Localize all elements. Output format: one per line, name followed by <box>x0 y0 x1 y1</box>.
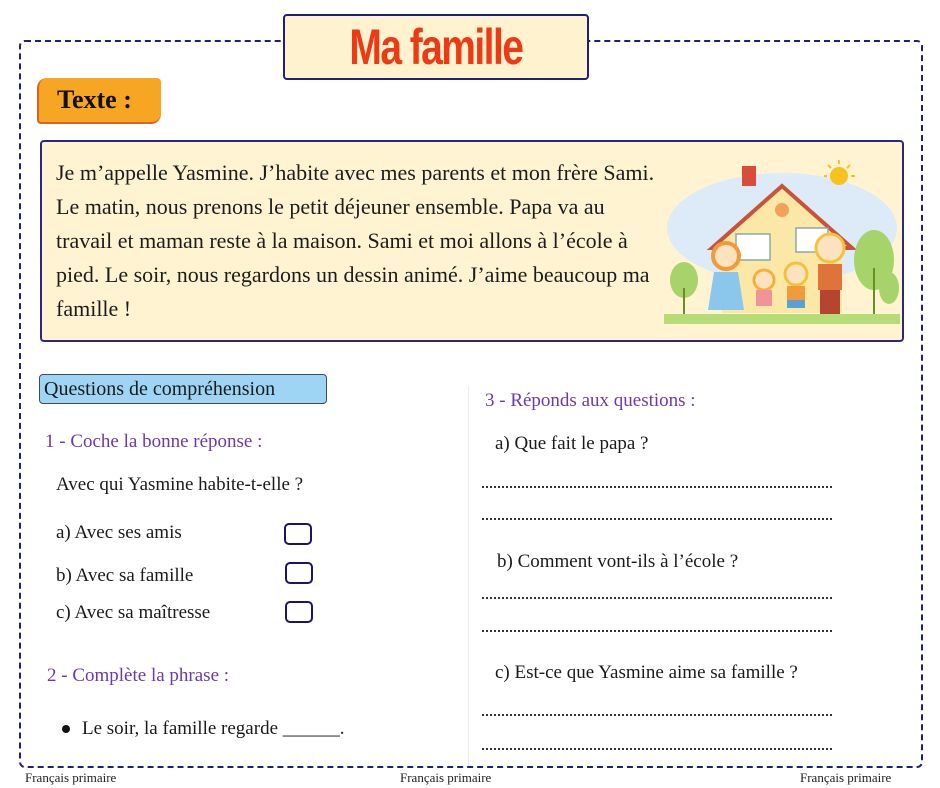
q1-question: Avec qui Yasmine habite-t-elle ? <box>56 474 304 495</box>
q2-sentence[interactable]: Le soir, la famille regarde ______. <box>82 718 345 739</box>
q3a-answer-line-2[interactable] <box>482 518 832 520</box>
footer-right: Français primaire <box>800 770 892 785</box>
texte-tab <box>37 78 161 124</box>
title-banner <box>283 14 589 80</box>
q3c-question: c) Est-ce que Yasmine aime sa famille ? <box>495 662 798 683</box>
q1-title: 1 - Coche la bonne réponse : <box>45 431 263 452</box>
column-divider <box>468 386 469 766</box>
page-title: Ma famille <box>349 19 523 75</box>
q3a-question: a) Que fait le papa ? <box>495 433 649 454</box>
q1-option-b-checkbox[interactable] <box>285 562 313 584</box>
reading-passage: Je m’appelle Yasmine. J’habite avec mes parents et mon frère Sami. Le matin, nous prenons le petit déjeuner ensemble. Papa va au travail et maman reste à la maison. Sami et moi allons à l’école à pied. Le soir, nous regardons un dessin animé. J’aime beaucoup ma famille ! <box>56 160 655 321</box>
q1-option-b-label: b) Avec sa famille <box>56 565 194 586</box>
bullet-icon <box>62 725 70 733</box>
q1-option-c-label: c) Avec sa maîtresse <box>56 602 211 623</box>
questions-header: Questions de compréhension <box>39 374 327 404</box>
q1-option-c-checkbox[interactable] <box>285 601 313 623</box>
q3b-answer-line-1[interactable] <box>482 597 832 599</box>
texte-label: Texte : <box>57 85 132 114</box>
q3a-answer-line-1[interactable] <box>482 486 832 488</box>
q3b-answer-line-2[interactable] <box>482 630 832 632</box>
q3c-answer-line-1[interactable] <box>482 714 832 716</box>
q1-option-a-label: a) Avec ses amis <box>56 522 182 543</box>
family-house-illustration-icon <box>664 148 900 334</box>
q3c-answer-line-2[interactable] <box>482 748 832 750</box>
q3-title: 3 - Réponds aux questions : <box>485 390 696 411</box>
reading-passage-box <box>40 140 904 342</box>
q3b-question: b) Comment vont-ils à l’école ? <box>497 551 739 572</box>
footer-left: Français primaire <box>25 770 117 785</box>
q2-title: 2 - Complète la phrase : <box>47 665 230 686</box>
q1-option-a-checkbox[interactable] <box>284 523 312 545</box>
footer-center: Français primaire <box>400 770 492 785</box>
